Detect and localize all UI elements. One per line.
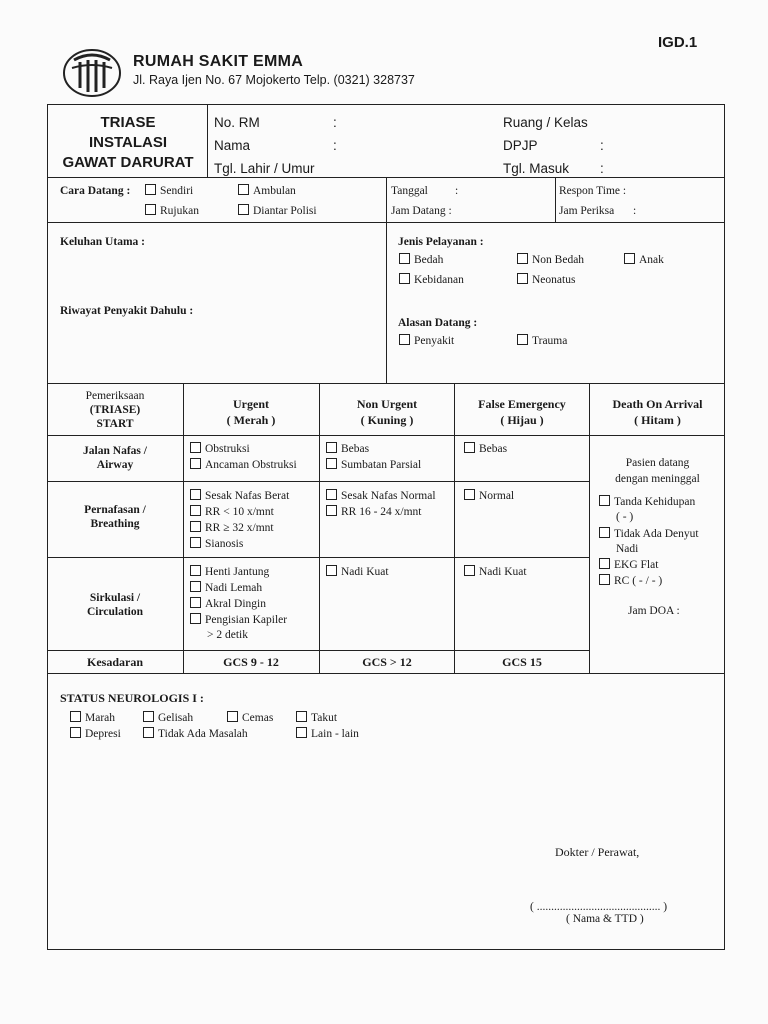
gcs-urgent: GCS 9 - 12 bbox=[223, 655, 279, 669]
doa-rc[interactable]: RC ( - / - ) bbox=[599, 574, 662, 587]
checkbox[interactable] bbox=[296, 727, 307, 738]
airway-bebas-non[interactable]: Bebas bbox=[326, 442, 369, 455]
option-penyakit[interactable]: Penyakit bbox=[399, 334, 454, 347]
checkbox[interactable] bbox=[599, 495, 610, 506]
header-death-on-arrival: Death On Arrival ( Hitam ) bbox=[612, 397, 703, 427]
checkbox[interactable] bbox=[296, 711, 307, 722]
checkbox[interactable] bbox=[399, 253, 410, 264]
option-trauma[interactable]: Trauma bbox=[517, 334, 567, 347]
airway-obstruksi[interactable]: Obstruksi bbox=[190, 442, 250, 455]
checkbox[interactable] bbox=[190, 458, 201, 469]
option-diantar-polisi[interactable]: Diantar Polisi bbox=[238, 204, 317, 217]
airway-sumbatan-parsial[interactable]: Sumbatan Parsial bbox=[326, 458, 421, 471]
breathing-sianosis[interactable]: Sianosis bbox=[190, 537, 243, 550]
neuro-takut[interactable]: Takut bbox=[296, 711, 337, 724]
patient-colons-left: : : bbox=[333, 115, 337, 153]
breathing-sesak-normal[interactable]: Sesak Nafas Normal bbox=[326, 489, 436, 502]
jenis-pelayanan-label: Jenis Pelayanan : bbox=[398, 236, 484, 248]
header-pemeriksaan: Pemeriksaan (TRIASE) START bbox=[85, 390, 145, 430]
checkbox[interactable] bbox=[517, 253, 528, 264]
logo-icon bbox=[62, 48, 122, 98]
hospital-address: Jl. Raya Ijen No. 67 Mojokerto Telp. (0321) 328737 bbox=[133, 73, 415, 87]
doa-tanda-kehidupan[interactable]: Tanda Kehidupan bbox=[599, 495, 695, 508]
cara-datang-label: Cara Datang : bbox=[60, 185, 131, 197]
doa-description: Pasien datang dengan meninggal bbox=[615, 457, 700, 485]
signature-role: Dokter / Perawat, bbox=[555, 845, 640, 859]
option-bedah[interactable]: Bedah bbox=[399, 253, 443, 266]
option-neonatus[interactable]: Neonatus bbox=[517, 273, 575, 286]
checkbox[interactable] bbox=[464, 565, 475, 576]
checkbox[interactable] bbox=[238, 184, 249, 195]
airway-ancaman-obstruksi[interactable]: Ancaman Obstruksi bbox=[190, 458, 297, 471]
jam-periksa-label: Jam Periksa bbox=[559, 205, 615, 217]
checkbox[interactable] bbox=[326, 505, 337, 516]
breathing-rr-high[interactable]: RR ≥ 32 x/mnt bbox=[190, 521, 274, 534]
checkbox[interactable] bbox=[326, 442, 337, 453]
field-no-rm: No. RM bbox=[214, 115, 260, 130]
checkbox[interactable] bbox=[599, 574, 610, 585]
checkbox[interactable] bbox=[190, 537, 201, 548]
option-anak[interactable]: Anak bbox=[624, 253, 664, 266]
checkbox[interactable] bbox=[464, 489, 475, 500]
doa-ekg-flat[interactable]: EKG Flat bbox=[599, 558, 658, 571]
checkbox[interactable] bbox=[190, 565, 201, 576]
option-kebidanan[interactable]: Kebidanan bbox=[399, 273, 464, 286]
header-false-emergency: False Emergency ( Hijau ) bbox=[478, 397, 566, 427]
patient-fields-right bbox=[503, 111, 588, 180]
neuro-depresi[interactable]: Depresi bbox=[70, 727, 121, 740]
jam-datang-label: Jam Datang : bbox=[391, 205, 452, 217]
checkbox[interactable] bbox=[599, 527, 610, 538]
checkbox[interactable] bbox=[190, 613, 201, 624]
checkbox[interactable] bbox=[464, 442, 475, 453]
circ-pengisian-kapiler-detail: > 2 detik bbox=[207, 629, 248, 641]
checkbox[interactable] bbox=[143, 711, 154, 722]
option-sendiri[interactable]: Sendiri bbox=[145, 184, 193, 197]
checkbox[interactable] bbox=[599, 558, 610, 569]
checkbox[interactable] bbox=[190, 489, 201, 500]
checkbox[interactable] bbox=[238, 204, 249, 215]
header-non-urgent: Non Urgent ( Kuning ) bbox=[356, 397, 418, 427]
status-neurologis-label: STATUS NEUROLOGIS I : bbox=[60, 691, 204, 705]
neuro-cemas[interactable]: Cemas bbox=[227, 711, 273, 724]
field-ruang-kelas: Ruang / Kelas bbox=[503, 115, 588, 130]
keluhan-utama-label: Keluhan Utama : bbox=[60, 236, 145, 248]
form-code: IGD.1 bbox=[658, 34, 698, 51]
checkbox[interactable] bbox=[143, 727, 154, 738]
signature-caption: ( Nama & TTD ) bbox=[566, 913, 644, 925]
row-airway-label: Jalan Nafas / Airway bbox=[83, 445, 147, 471]
neuro-gelisah[interactable]: Gelisah bbox=[143, 711, 193, 724]
row-circulation-label: Sirkulasi / Circulation bbox=[86, 592, 143, 618]
checkbox[interactable] bbox=[326, 458, 337, 469]
circ-nadi-kuat-false[interactable]: Nadi Kuat bbox=[464, 565, 527, 578]
riwayat-penyakit-label: Riwayat Penyakit Dahulu : bbox=[60, 305, 194, 317]
breathing-normal[interactable]: Normal bbox=[464, 489, 514, 502]
circ-akral-dingin[interactable]: Akral Dingin bbox=[190, 597, 266, 610]
option-non-bedah[interactable]: Non Bedah bbox=[517, 253, 584, 266]
checkbox[interactable] bbox=[399, 334, 410, 345]
checkbox[interactable] bbox=[326, 565, 337, 576]
field-tgl-masuk: Tgl. Masuk bbox=[503, 161, 570, 176]
field-nama: Nama bbox=[214, 138, 251, 153]
circ-henti-jantung[interactable]: Henti Jantung bbox=[190, 565, 269, 578]
gcs-non-urgent: GCS > 12 bbox=[362, 655, 412, 669]
hospital-name: RUMAH SAKIT EMMA bbox=[133, 53, 304, 70]
row-breathing-label: Pernafasan / Breathing bbox=[84, 504, 146, 530]
breathing-rr-normal[interactable]: RR 16 - 24 x/mnt bbox=[326, 505, 422, 518]
form-title: TRIASE INSTALASI GAWAT DARURAT bbox=[62, 114, 194, 171]
row-kesadaran-label: Kesadaran bbox=[86, 655, 143, 669]
airway-bebas-false[interactable]: Bebas bbox=[464, 442, 507, 455]
checkbox[interactable] bbox=[227, 711, 238, 722]
hospital-logo bbox=[62, 48, 122, 98]
neuro-lain-lain[interactable]: Lain - lain bbox=[296, 727, 359, 740]
alasan-datang-label: Alasan Datang : bbox=[398, 317, 478, 329]
checkbox[interactable] bbox=[517, 334, 528, 345]
checkbox[interactable] bbox=[624, 253, 635, 264]
checkbox[interactable] bbox=[145, 184, 156, 195]
field-tgl-lahir: Tgl. Lahir / Umur bbox=[214, 161, 315, 176]
checkbox[interactable] bbox=[399, 273, 410, 284]
checkbox[interactable] bbox=[145, 204, 156, 215]
patient-fields-left bbox=[214, 111, 315, 180]
doa-tidak-ada-denyut[interactable]: Tidak Ada Denyut bbox=[599, 527, 699, 540]
header-urgent: Urgent ( Merah ) bbox=[226, 397, 276, 427]
breathing-sesak-berat[interactable]: Sesak Nafas Berat bbox=[190, 489, 289, 502]
checkbox[interactable] bbox=[190, 581, 201, 592]
option-rujukan[interactable]: Rujukan bbox=[145, 204, 199, 217]
checkbox[interactable] bbox=[70, 727, 81, 738]
checkbox[interactable] bbox=[190, 597, 201, 608]
neuro-tidak-ada-masalah[interactable]: Tidak Ada Masalah bbox=[143, 727, 248, 740]
checkbox[interactable] bbox=[190, 442, 201, 453]
option-ambulan[interactable]: Ambulan bbox=[238, 184, 296, 197]
respon-time-label: Respon Time : bbox=[559, 185, 627, 197]
circ-nadi-lemah[interactable]: Nadi Lemah bbox=[190, 581, 262, 594]
checkbox[interactable] bbox=[326, 489, 337, 500]
circ-nadi-kuat-non[interactable]: Nadi Kuat bbox=[326, 565, 389, 578]
checkbox[interactable] bbox=[190, 505, 201, 516]
neuro-marah[interactable]: Marah bbox=[70, 711, 115, 724]
breathing-rr-low[interactable]: RR < 10 x/mnt bbox=[190, 505, 274, 518]
tanggal-label: Tanggal bbox=[391, 185, 428, 197]
checkbox[interactable] bbox=[517, 273, 528, 284]
gcs-false-emergency: GCS 15 bbox=[502, 655, 542, 669]
checkbox[interactable] bbox=[190, 521, 201, 532]
field-dpjp: DPJP bbox=[503, 138, 538, 153]
circ-pengisian-kapiler[interactable]: Pengisian Kapiler bbox=[190, 613, 287, 626]
checkbox[interactable] bbox=[70, 711, 81, 722]
signature-line[interactable]: ( ........................................... ) bbox=[530, 901, 668, 913]
triage-form-page: IGD.1 RUMAH SAKIT EMMA Jl. Raya Ijen No. 67 Mojokerto Telp. (0321) 328737 TRIASE INSTALASI GAWAT DARURAT No. RM Nama Tgl. Lahir / Umur : : Ruang / Kelas DPJP Tgl. Masuk : : Cara Datang : Sendiri Ambulan Rujukan Diantar Polisi Tanggal : Jam Datang : Respon Time : Jam Periksa : Keluhan Utama : Riwayat Penyakit Dahulu : Jenis Pelayanan : Bedah Non Bedah Anak Kebidanan Neonatus Alasan Datang : Penyakit Trauma Pemeriksaan (TRIASE) START Urgent ( Merah ) Non Urgent ( Kuning ) False Emergency ( Hijau ) Death On Arrival ( Hitam ) Jalan Nafas / Airway Pernafasan / Breathing Sirkulasi / Circulation Kesadaran Obstruksi Ancaman Obstruksi Bebas Sumbatan Parsial Bebas Sesak Nafas Berat RR < 10 x/mnt RR ≥ 32 x/mnt Sianosis Sesak Nafas Normal RR 16 - 24 x/mnt Normal Henti Jantung Nadi Lemah Akral Dingin Pengisian Kapiler > 2 detik Nadi Kuat Nadi Kuat GCS 9 - 12 GCS > 12 GCS 15 Pasien datang dengan meninggal Tanda Kehidupan ( - ) Tidak Ada Denyut Nadi EKG Flat RC ( - / - ) Jam DOA : STATUS NEUROLOGIS I : Marah Gelisah Cemas Takut Depresi Tidak Ada Masalah Lain - lain Dokter / Perawat, ( ........................................... ) ( Nama & TTD ) bbox=[0, 0, 768, 1024]
jam-doa-label: Jam DOA : bbox=[628, 605, 680, 617]
